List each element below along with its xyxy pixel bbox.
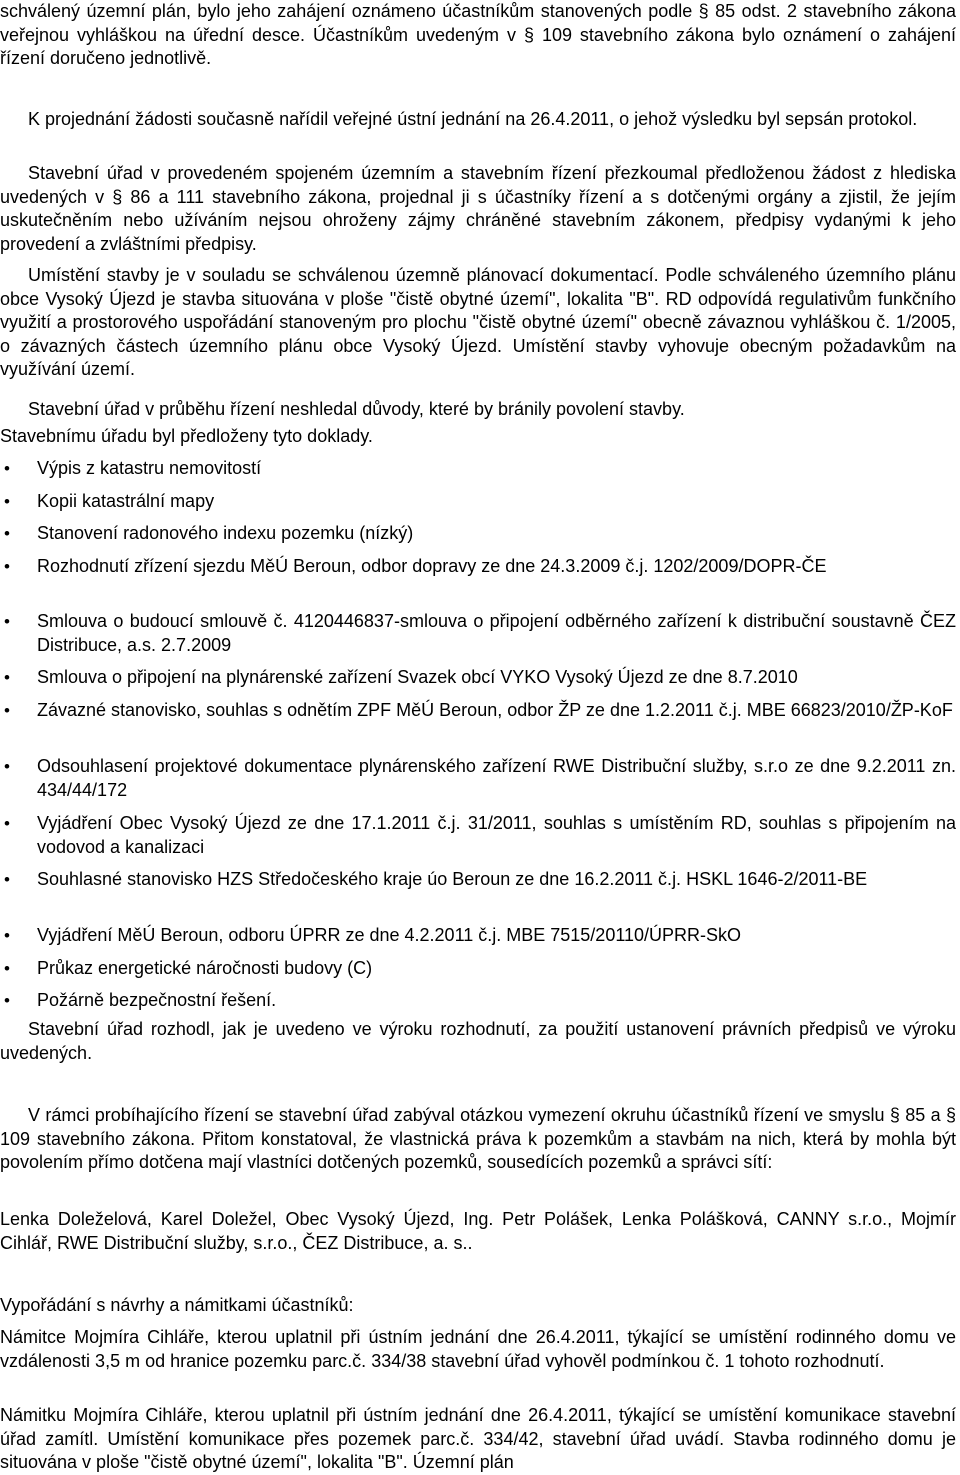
bullet-icon: • <box>4 459 10 478</box>
list-item <box>0 490 956 514</box>
list-item <box>0 812 956 859</box>
bullet-icon: • <box>4 870 10 889</box>
list-item <box>0 989 956 1013</box>
paragraph-review: Stavební úřad v provedeném spojeném územním a stavebním řízení přezkoumal předloženou žádost z hlediska uvedených v § 86 a 111 stavebního zákona, projednal ji s účastníky řízení a s dotčenými orgány a zjistil, že jejím uskutečněním nebo užíváním nejsou ohroženy zájmy chráněné stavebním zákonem, předpisy vydanými k jeho provedení a zvláštními předpisy. <box>0 163 956 254</box>
list-item-text: Stanovení radonového indexu pozemku (nízký) <box>37 523 414 543</box>
list-item-text: Souhlasné stanovisko HZS Středočeského kraje úo Beroun ze dne 16.2.2011 č.j. HSKL 1646-2/2011-BE <box>37 869 868 889</box>
list-item-text: Vyjádření MěÚ Beroun, odboru ÚPRR ze dne 4.2.2011 č.j. MBE 7515/20110/ÚPRR-SkO <box>37 925 742 945</box>
bullet-icon: • <box>4 757 10 776</box>
list-item-text: Závazné stanovisko, souhlas s odnětím ZPF MěÚ Beroun, odbor ŽP ze dne 1.2.2011 č.j. MBE 66823/2010/ŽP-KoF <box>37 700 953 720</box>
bullet-icon: • <box>4 492 10 511</box>
paragraph-zoning-compliance: Umístění stavby je v souladu se schválenou územně plánovací dokumentací. Podle schváleného územního plánu obce Vysoký Újezd je stavba situována v ploše "čistě obytné území", lokalita "B". RD odpovídá regulativům funkčního využití a prostorového uspořádání stanoveným pro plochu "čistě obytné území" obecně závaznou vyhláškou č. 1/2005, o závazných částech územního plánu obce Vysoký Újezd. Umístění stavby vyhovuje obecným požadavkům na využívání území. <box>0 265 956 379</box>
bullet-icon: • <box>4 612 10 631</box>
bullet-icon: • <box>4 814 10 833</box>
list-item <box>0 924 956 948</box>
list-item <box>0 610 956 657</box>
bullet-icon: • <box>4 959 10 978</box>
list-item-text: Průkaz energetické náročnosti budovy (C) <box>37 958 373 978</box>
list-item <box>0 868 956 892</box>
bullet-icon: • <box>4 524 10 543</box>
list-item-text: Výpis z katastru nemovitostí <box>37 458 262 478</box>
list-item <box>0 457 956 481</box>
bullet-icon: • <box>4 668 10 687</box>
list-item-text: Odsouhlasení projektové dokumentace plynárenského zařízení RWE Distribuční služby, s.r.o ze dne 9.2.2011 zn. 434/44/172 <box>37 756 956 800</box>
list-item <box>0 755 956 802</box>
paragraph-documents-intro: Stavebnímu úřadu byl předloženy tyto doklady. <box>0 426 373 446</box>
bullet-icon: • <box>4 991 10 1010</box>
paragraph-objection-rejected: Námitku Mojmíra Cihláře, kterou uplatnil při ústním jednání dne 26.4.2011, týkající se umístění komunikace stavební úřad zamítl. Umístění komunikace přes pozemek parc.č. 334/42, stavební úřad uvádí. Stavba rodinného domu je situována v ploše "čistě obytné území", lokalita "B". Územní plán <box>0 1405 956 1472</box>
paragraph-participants-notice: schválený územní plán, bylo jeho zahájení oznámeno účastníkům stanovených podle § 85 odst. 2 stavebního zákona veřejnou vyhláškou na úřední desce. Účastníkům uvedeným v § 109 stavebního zákona bylo oznámení o zahájení řízení doručeno jednotlivě. <box>0 1 956 68</box>
paragraph-decision: Stavební úřad rozhodl, jak je uvedeno ve výroku rozhodnutí, za použití ustanovení právních předpisů ve výroku uvedených. <box>0 1019 956 1063</box>
list-item <box>0 555 956 579</box>
list-item <box>0 699 956 723</box>
section-heading-objections: Vypořádání s návrhy a námitkami účastníků: <box>0 1295 354 1315</box>
list-item-text: Rozhodnutí zřízení sjezdu MěÚ Beroun, odbor dopravy ze dne 24.3.2009 č.j. 1202/2009/DOPR-ČE <box>37 556 827 576</box>
paragraph-participants-scope: V rámci probíhajícího řízení se stavební úřad zabýval otázkou vymezení okruhu účastníků řízení ve smyslu § 85 a § 109 stavebního zákona. Přitom konstatoval, že vlastnická práva k pozemkům a stavbám na nich, která by mohla být povolením přímo dotčena mají vlastníci dotčených pozemků, sousedících pozemků a správci sítí: <box>0 1105 956 1172</box>
list-item-text: Požárně bezpečnostní řešení. <box>37 990 277 1010</box>
list-item <box>0 666 956 690</box>
bullet-icon: • <box>4 557 10 576</box>
paragraph-participants-list: Lenka Doleželová, Karel Doležel, Obec Vysoký Újezd, Ing. Petr Polášek, Lenka Polášková, CANNY s.r.o., Mojmír Cihlář, RWE Distribuční služby, s.r.o., ČEZ Distribuce, a. s.. <box>0 1209 956 1253</box>
list-item-text: Smlouva o připojení na plynárenské zařízení Svazek obcí VYKO Vysoký Újezd ze dne 8.7.2010 <box>37 667 798 687</box>
list-item <box>0 522 956 546</box>
list-item-text: Vyjádření Obec Vysoký Újezd ze dne 17.1.2011 č.j. 31/2011, souhlas s umístěním RD, souhlas s připojením na vodovod a kanalizaci <box>37 813 956 857</box>
paragraph-objection-accepted: Námitce Mojmíra Cihláře, kterou uplatnil při ústním jednání dne 26.4.2011, týkající se umístění rodinného domu ve vzdálenosti 3,5 m od hranice pozemku parc.č. 334/38 stavební úřad vyhověl podmínkou č. 1 tohoto rozhodnutí. <box>0 1327 956 1371</box>
list-item-text: Smlouva o budoucí smlouvě č. 4120446837-smlouva o připojení odběrného zařízení k distribuční soustavně ČEZ Distribuce, a.s. 2.7.2009 <box>37 611 956 655</box>
list-item <box>0 957 956 981</box>
paragraph-public-hearing: K projednání žádosti současně nařídil veřejné ústní jednání na 26.4.2011, o jehož výsledku byl sepsán protokol. <box>28 109 918 129</box>
bullet-icon: • <box>4 701 10 720</box>
bullet-icon: • <box>4 926 10 945</box>
list-item-text: Kopii katastrální mapy <box>37 491 215 511</box>
paragraph-no-obstacles: Stavební úřad v průběhu řízení neshledal důvody, které by bránily povolení stavby. <box>28 399 685 419</box>
